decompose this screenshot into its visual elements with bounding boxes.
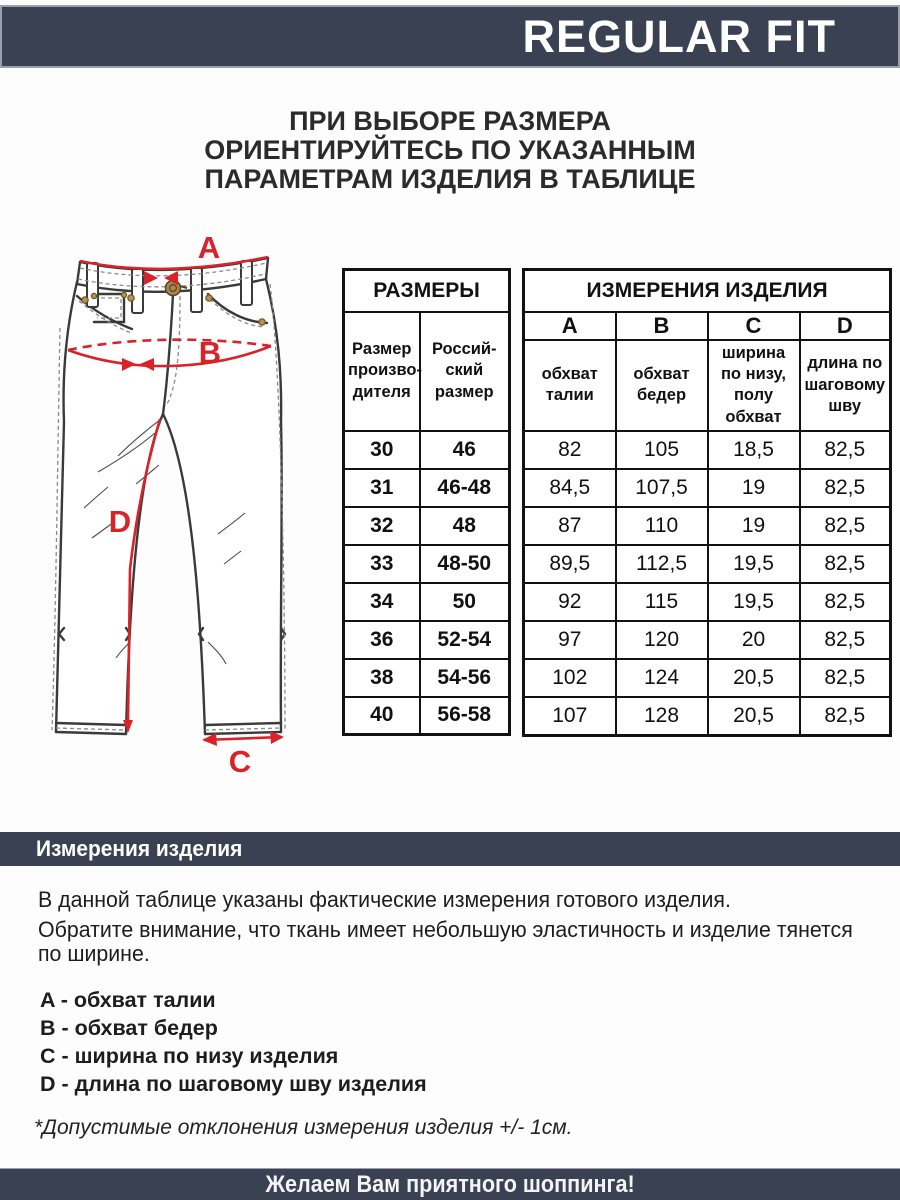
intro-heading <box>0 107 900 194</box>
intro-line: ОРИЕНТИРУЙТЕСЬ ПО УКАЗАННЫМ <box>204 135 696 165</box>
jeans-body <box>56 258 282 734</box>
measurements-table <box>522 268 892 737</box>
measurement-legend <box>40 986 427 1098</box>
table-row: 107 128 20,5 82,5 <box>524 697 891 735</box>
table-row: 89,5 112,5 19,5 82,5 <box>524 545 891 583</box>
col-header-russian: Россий-ский размер <box>420 312 510 431</box>
table-row: 31 46-48 <box>344 469 510 507</box>
tolerance-footnote: *Допустимые отклонения измерения изделия +/- 1см. <box>34 1116 573 1139</box>
col-letter-a: A <box>524 312 616 340</box>
label-c: C <box>228 744 252 779</box>
legend-item-b: B - обхват бедер <box>40 1016 218 1040</box>
legend-item-d: D - длина по шаговому шву изделия <box>40 1072 427 1096</box>
table-row: 30 46 <box>344 431 510 469</box>
measurements-table-title: ИЗМЕРЕНИЯ ИЗДЕЛИЯ <box>524 270 891 312</box>
table-row: 36 52-54 <box>344 621 510 659</box>
label-b: B <box>198 335 222 370</box>
table-row: 34 50 <box>344 583 510 621</box>
col-desc-a: обхват талии <box>524 340 616 432</box>
label-a: A <box>197 232 221 265</box>
table-row: 38 54-56 <box>344 659 510 697</box>
legend-item-c: C - ширина по низу изделия <box>40 1044 339 1068</box>
legend-item-a: A - обхват талии <box>40 988 216 1012</box>
table-row: 87 110 19 82,5 <box>524 507 891 545</box>
section-band <box>0 832 900 866</box>
table-row: 82 105 18,5 82,5 <box>524 431 891 469</box>
col-letter-b: B <box>616 312 708 340</box>
table-row: 40 56-58 <box>344 697 510 735</box>
table-row: 32 48 <box>344 507 510 545</box>
table-row: 84,5 107,5 19 82,5 <box>524 469 891 507</box>
table-row: 92 115 19,5 82,5 <box>524 583 891 621</box>
table-row: 33 48-50 <box>344 545 510 583</box>
note-paragraph: В данной таблице указаны фактические измерения готового изделия. <box>38 887 731 912</box>
table-row: 97 120 20 82,5 <box>524 621 891 659</box>
sizes-table-title: РАЗМЕРЫ <box>344 270 510 312</box>
label-d: D <box>108 504 132 539</box>
col-letter-c: C <box>708 312 800 340</box>
footer-message: Желаем Вам приятного шоппинга! <box>265 1170 635 1198</box>
intro-line: ПАРАМЕТРАМ ИЗДЕЛИЯ В ТАБЛИЦЕ <box>204 164 696 194</box>
footer-banner <box>0 1168 900 1200</box>
fit-title: REGULAR FIT <box>522 10 836 62</box>
size-tables <box>342 268 892 737</box>
section-title: Измерения изделия <box>36 836 243 861</box>
sizes-table <box>342 268 511 736</box>
note-paragraph: Обратите внимание, что ткань имеет небольшую эластичность и изделие тянется по ширине. <box>38 916 853 966</box>
top-banner <box>0 5 900 68</box>
jeans-diagram <box>40 232 340 797</box>
table-row: 102 124 20,5 82,5 <box>524 659 891 697</box>
col-header-manufacturer: Размер произво-дителя <box>344 312 420 431</box>
notes-block <box>38 888 888 967</box>
col-letter-d: D <box>800 312 891 340</box>
intro-line: ПРИ ВЫБОРЕ РАЗМЕРА <box>289 106 611 136</box>
col-desc-d: длина по шаговому шву <box>800 340 891 432</box>
col-desc-c: ширина по низу, полу обхват <box>708 340 800 432</box>
col-desc-b: обхват бедер <box>616 340 708 432</box>
